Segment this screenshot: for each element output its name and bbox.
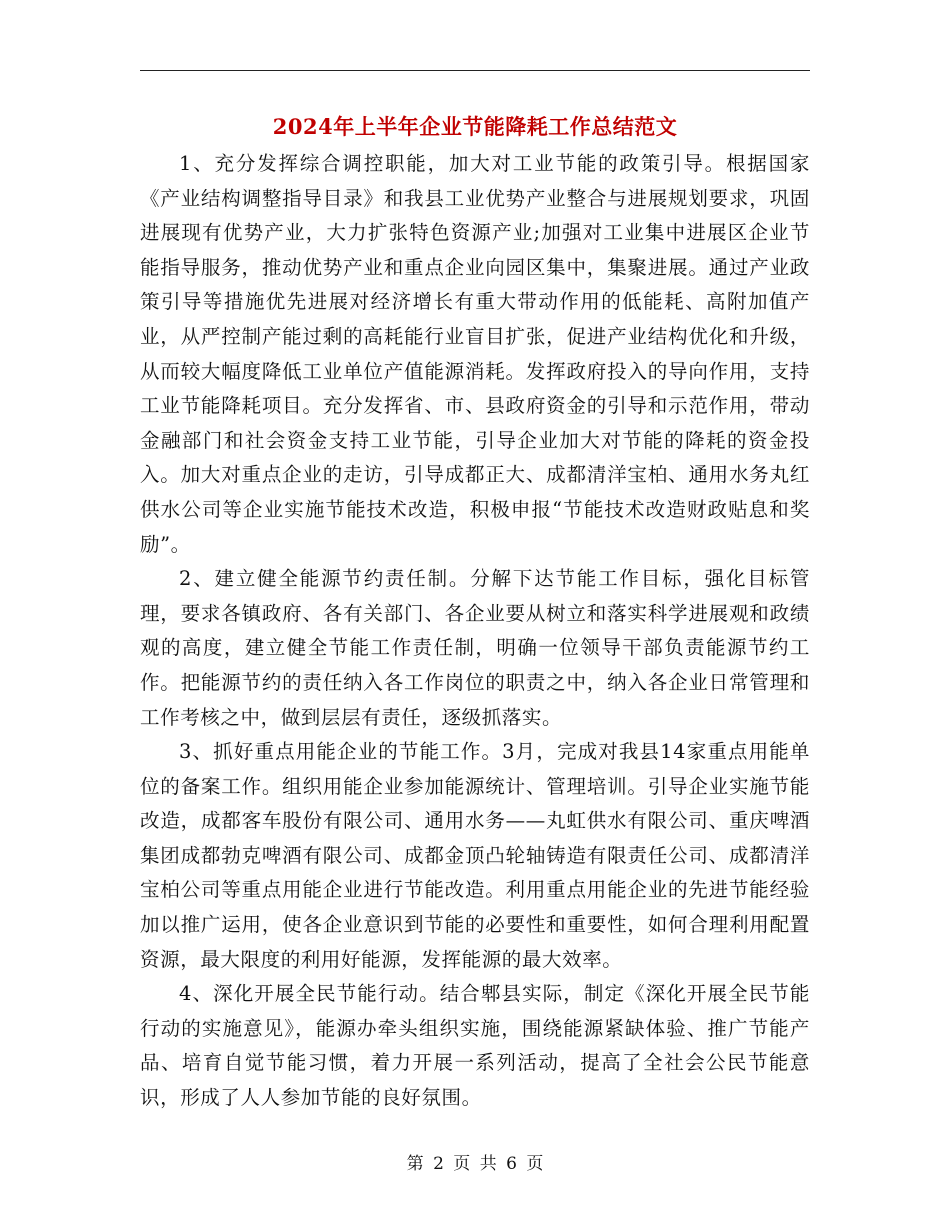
document-title: 2024年上半年企业节能降耗工作总结范文 bbox=[272, 114, 678, 139]
paragraph-1: 1、充分发挥综合调控职能，加大对工业节能的政策引导。根据国家《产业结构调整指导目录》和我县工业优势产业整合与进展规划要求，巩固进展现有优势产业，大力扩张特色资源产业;加强对工业集中进展区企业节能指导服务，推动优势产业和重点企业向园区集中，集聚进展。通过产业政策引导等措施优先进展对经济增长有重大带动作用的低能耗、高附加值产业，从严控制产能过剩的高耗能行业盲目扩张，促进产业结构优化和升级，从而较大幅度降低工业单位产值能源消耗。发挥政府投入的导向作用，支持工业节能降耗项目。充分发挥省、市、县政府资金的引导和示范作用，带动金融部门和社会资金支持工业节能，引导企业加大对节能的降耗的资金投入。加大对重点企业的走访，引导成都正大、成都清洋宝柏、通用水务丸红供水公司等企业实施节能技术改造，积极申报“节能技术改造财政贴息和奖励”。 bbox=[140, 152, 810, 556]
page-number-footer: 第 2 页 共 6 页 bbox=[406, 1154, 544, 1174]
paragraph-4: 4、深化开展全民节能行动。结合郫县实际，制定《深化开展全民节能行动的实施意见》，能源办牵头组织实施，围绕能源紧缺体验、推广节能产品、培育自觉节能习惯，着力开展一系列活动，提高了全社会公民节能意识，形成了人人参加节能的良好氛围。 bbox=[140, 982, 810, 1110]
paragraph-2: 2、建立健全能源节约责任制。分解下达节能工作目标，强化目标管理，要求各镇政府、各有关部门、各企业要从树立和落实科学进展观和政绩观的高度，建立健全节能工作责任制，明确一位领导干部负责能源节约工作。把能源节约的责任纳入各工作岗位的职责之中，纳入各企业日常管理和工作考核之中，做到层层有责任，逐级抓落实。 bbox=[140, 567, 810, 729]
document-body bbox=[140, 147, 810, 1116]
paragraph-3: 3、抓好重点用能企业的节能工作。3月，完成对我县14家重点用能单位的备案工作。组织用能企业参加能源统计、管理培训。引导企业实施节能改造，成都客车股份有限公司、通用水务——丸虹供水有限公司、重庆啤酒集团成都勃克啤酒有限公司、成都金顶凸轮轴铸造有限责任公司、成都清洋宝柏公司等重点用能企业进行节能改造。利用重点用能企业的先进节能经验加以推广运用，使各企业意识到节能的必要性和重要性，如何合理利用配置资源，最大限度的利用好能源，发挥能源的最大效率。 bbox=[140, 740, 810, 971]
header-rule bbox=[140, 70, 810, 71]
